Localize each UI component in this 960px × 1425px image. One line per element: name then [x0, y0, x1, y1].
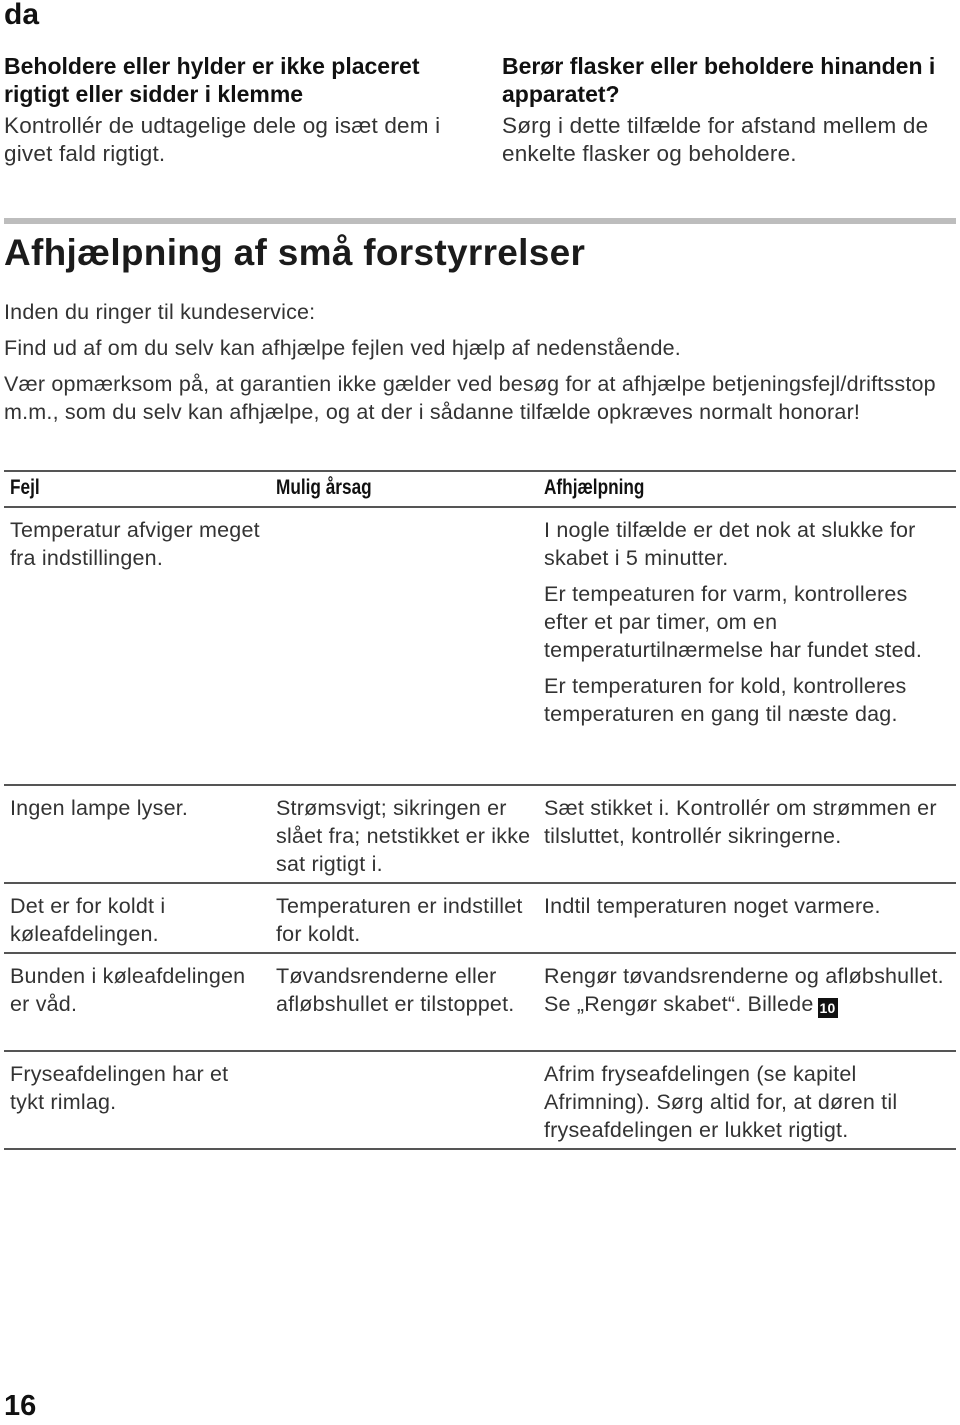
- tip-left-answer: Kontrollér de udtagelige dele og isæt dem i givet fald rigtigt.: [4, 113, 441, 166]
- header-fault: Fejl: [10, 476, 40, 499]
- remedy-text-inline: Rengør tøvandsrenderne og afløbshullet. Se „Rengør skabet“. Billede: [544, 964, 944, 1016]
- fault-cell: Det er for koldt i køleafdelingen.: [10, 894, 166, 946]
- cause-cell: Strømsvigt; sikringen er slået fra; netstikket er ikke sat rigtigt i.: [276, 796, 531, 876]
- remedy-text: I nogle tilfælde er det nok at slukke for skabet i 5 minutter.: [544, 518, 916, 570]
- remedy-text: Afrim fryseafdelingen (se kapitel Afrimning). Sørg altid for, at døren til fryseafdelingen er lukket rigtigt.: [544, 1062, 898, 1142]
- intro-paragraph: Vær opmærksom på, at garantien ikke gælder ved besøg for at afhjælpe betjeningsfejl/driftsstop m.m., som du selv kan afhjælpe, og at der i sådanne tilfælde opkræves normalt honorar!: [4, 372, 936, 424]
- header-cause: Mulig årsag: [276, 476, 372, 499]
- remedy-cell: [544, 1060, 956, 1144]
- table-row: [4, 954, 956, 1052]
- table-row: [4, 1052, 956, 1150]
- tip-left-question: Beholdere eller hylder er ikke placeret rigtigt eller sidder i klemme: [4, 53, 420, 107]
- fault-cell: Temperatur afviger meget fra indstillingen.: [10, 518, 260, 570]
- remedy-cell: [544, 516, 956, 728]
- tip-right-answer: Sørg i dette tilfælde for afstand mellem de enkelte flasker og beholdere.: [502, 113, 929, 166]
- language-tag: da: [4, 0, 40, 31]
- header-remedy: Afhjælpning: [544, 476, 645, 499]
- remedy-text: Indtil temperaturen noget varmere.: [544, 894, 881, 918]
- remedy-cell: [544, 962, 956, 1018]
- remedy-cell: [544, 892, 956, 920]
- table-row: [4, 786, 956, 884]
- table-row: [4, 884, 956, 954]
- page-number: 16: [4, 1390, 37, 1422]
- intro-paragraph: Find ud af om du selv kan afhjælpe fejlen ved hjælp af nedenstående.: [4, 336, 681, 360]
- cause-cell: Tøvandsrenderne eller afløbshullet er tilstoppet.: [276, 964, 515, 1016]
- section-intro: [4, 298, 956, 434]
- fault-cell: Ingen lampe lyser.: [10, 796, 189, 820]
- fault-cell: Bunden i køleafdelingen er våd.: [10, 964, 246, 1016]
- tip-right-question: Berør flasker eller beholdere hinanden i apparatet?: [502, 53, 936, 107]
- cause-cell: Temperaturen er indstillet for koldt.: [276, 894, 523, 946]
- tip-left: [4, 52, 464, 168]
- figure-ref-badge: 10: [818, 998, 838, 1018]
- remedy-text: [544, 962, 956, 1018]
- section-title: Afhjælpning af små forstyrrelser: [4, 232, 586, 273]
- section-divider: [4, 218, 956, 224]
- remedy-text: Er temperaturen for kold, kontrolleres temperaturen en gang til næste dag.: [544, 674, 907, 726]
- troubleshooting-table: [4, 470, 956, 1150]
- table-header: [4, 470, 956, 508]
- table-row: [4, 508, 956, 786]
- remedy-cell: [544, 794, 956, 850]
- remedy-text: Sæt stikket i. Kontrollér om strømmen er tilsluttet, kontrollér sikringerne.: [544, 796, 937, 848]
- remedy-text: Er tempeaturen for varm, kontrolleres efter et par timer, om en temperaturtilnærmelse har fundet sted.: [544, 582, 923, 662]
- intro-paragraph: Inden du ringer til kundeservice:: [4, 300, 316, 324]
- tip-right: [502, 52, 960, 168]
- fault-cell: Fryseafdelingen har et tykt rimlag.: [10, 1062, 229, 1114]
